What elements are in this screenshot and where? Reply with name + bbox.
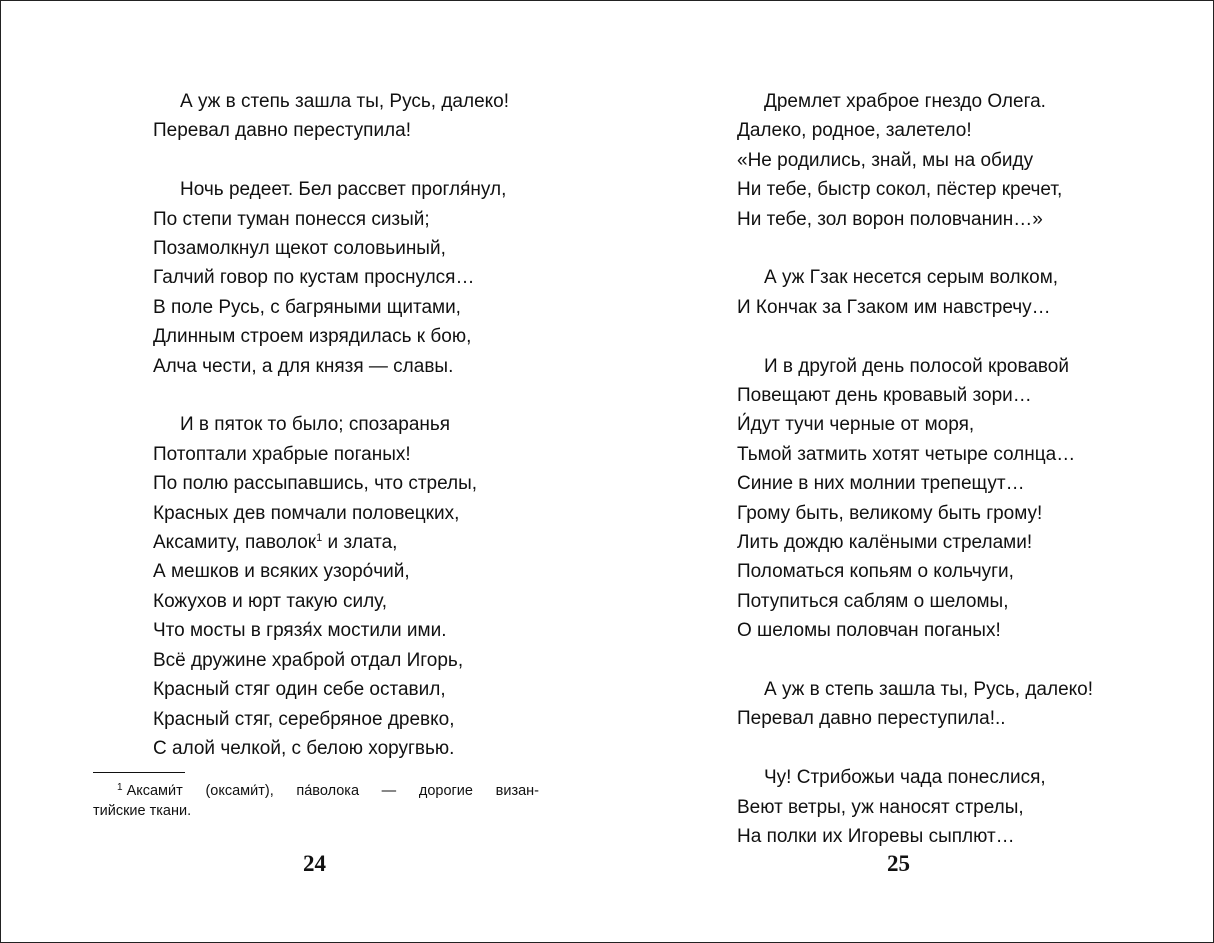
stanza	[153, 175, 509, 381]
poem-line: О шеломы половчан поганых!	[737, 620, 1001, 642]
poem-line: Перевал давно переступила!..	[737, 708, 1006, 730]
poem-line: Повещают день кровавый зори…	[737, 385, 1032, 407]
page-number: 25	[887, 851, 910, 876]
poem-line: Всё дружине храброй отдал Игорь,	[153, 649, 464, 671]
poem-line: С алой челкой, с белою хоругвью.	[153, 737, 455, 759]
stanza	[737, 675, 1093, 734]
poem-line: Лить дождю калёными стрелами!	[737, 532, 1033, 554]
poem-line: Чу! Стрибожьи чада понеслися,	[764, 767, 1046, 789]
poem-line: Ни тебе, быстр сокол, пёстер кречет,	[737, 179, 1063, 201]
page-number: 24	[303, 851, 326, 876]
poem-line: И в пяток то было; спозаранья	[180, 414, 451, 436]
stanza	[737, 352, 1093, 646]
poem-line: А уж в степь зашла ты, Русь, далеко!	[764, 679, 1094, 701]
poem-line: Галчий говор по кустам проснулся…	[153, 267, 475, 289]
poem-line: На полки их Игоревы сыплют…	[737, 826, 1015, 848]
footnote-text: Аксами́т (оксами́т), па́волока — дорогие визан-	[126, 783, 539, 799]
poem-line: И́дут тучи черные от моря,	[737, 414, 975, 436]
poem-line: Алча чести, а для князя — славы.	[153, 355, 454, 377]
stanza	[153, 410, 509, 763]
poem-right	[737, 87, 1093, 852]
poem-line: Потоптали храбрые поганых!	[153, 443, 411, 465]
poem-line: Веют ветры, уж наносят стрелы,	[737, 796, 1024, 818]
footnote-reference: 1	[316, 532, 323, 545]
poem-line	[153, 528, 509, 557]
poem-line: Ни тебе, зол ворон половчанин…»	[737, 208, 1043, 230]
poem-line: Перевал давно переступила!	[153, 120, 411, 142]
poem-line: Ночь редеет. Бел рассвет прогля́нул,	[180, 179, 507, 201]
footnote-line	[93, 781, 539, 801]
poem-line: А уж Гзак несется серым волком,	[764, 267, 1059, 289]
footnote-divider	[93, 772, 185, 773]
footnote-marker: 1	[117, 782, 123, 793]
right-page	[607, 1, 1213, 942]
poem-left	[153, 87, 509, 763]
footnote-line: тийские ткани.	[93, 803, 192, 819]
poem-line: И Кончак за Гзаком им навстречу…	[737, 296, 1051, 318]
poem-line: Кожухов и юрт такую силу,	[153, 590, 388, 612]
poem-line: В поле Русь, с багряными щитами,	[153, 296, 461, 318]
poem-line: Грому быть, великому быть грому!	[737, 502, 1043, 524]
poem-line: Позамолкнул щекот соловьиный,	[153, 238, 446, 260]
poem-line: Потупиться саблям о шеломы,	[737, 590, 1009, 612]
poem-line: Длинным строем изрядилась к бою,	[153, 326, 472, 348]
poem-line: Что мосты в грязя́х мостили ими.	[153, 620, 447, 642]
poem-line: Поломаться копьям о кольчуги,	[737, 561, 1014, 583]
poem-line: И в другой день полосой кровавой	[764, 355, 1069, 377]
poem-line: По полю рассыпавшись, что стрелы,	[153, 473, 478, 495]
poem-line-tail: и злата,	[322, 532, 398, 554]
poem-line: По степи туман понесся сизый;	[153, 208, 430, 230]
poem-line: Далеко, родное, залетело!	[737, 120, 972, 142]
poem-line: «Не родились, знай, мы на обиду	[737, 149, 1034, 171]
stanza	[737, 87, 1093, 234]
poem-line: Тьмой затмить хотят четыре солнца…	[737, 443, 1076, 465]
poem-line: Синие в них молнии трепещут…	[737, 473, 1025, 495]
footnote	[93, 781, 539, 821]
stanza	[737, 263, 1093, 322]
poem-line: Дремлет храброе гнездо Олега.	[764, 91, 1046, 112]
poem-line: Красный стяг, серебряное древко,	[153, 708, 455, 730]
stanza	[737, 763, 1093, 851]
poem-line: Красный стяг один себе оставил,	[153, 679, 446, 701]
poem-line-text: Аксамиту, паволок	[153, 532, 317, 554]
left-page	[1, 1, 607, 942]
stanza	[153, 87, 509, 146]
poem-line: Красных дев помчали половецких,	[153, 502, 460, 524]
poem-line: А уж в степь зашла ты, Русь, далеко!	[180, 91, 510, 112]
poem-line: А мешков и всяких узоро́чий,	[153, 561, 410, 583]
